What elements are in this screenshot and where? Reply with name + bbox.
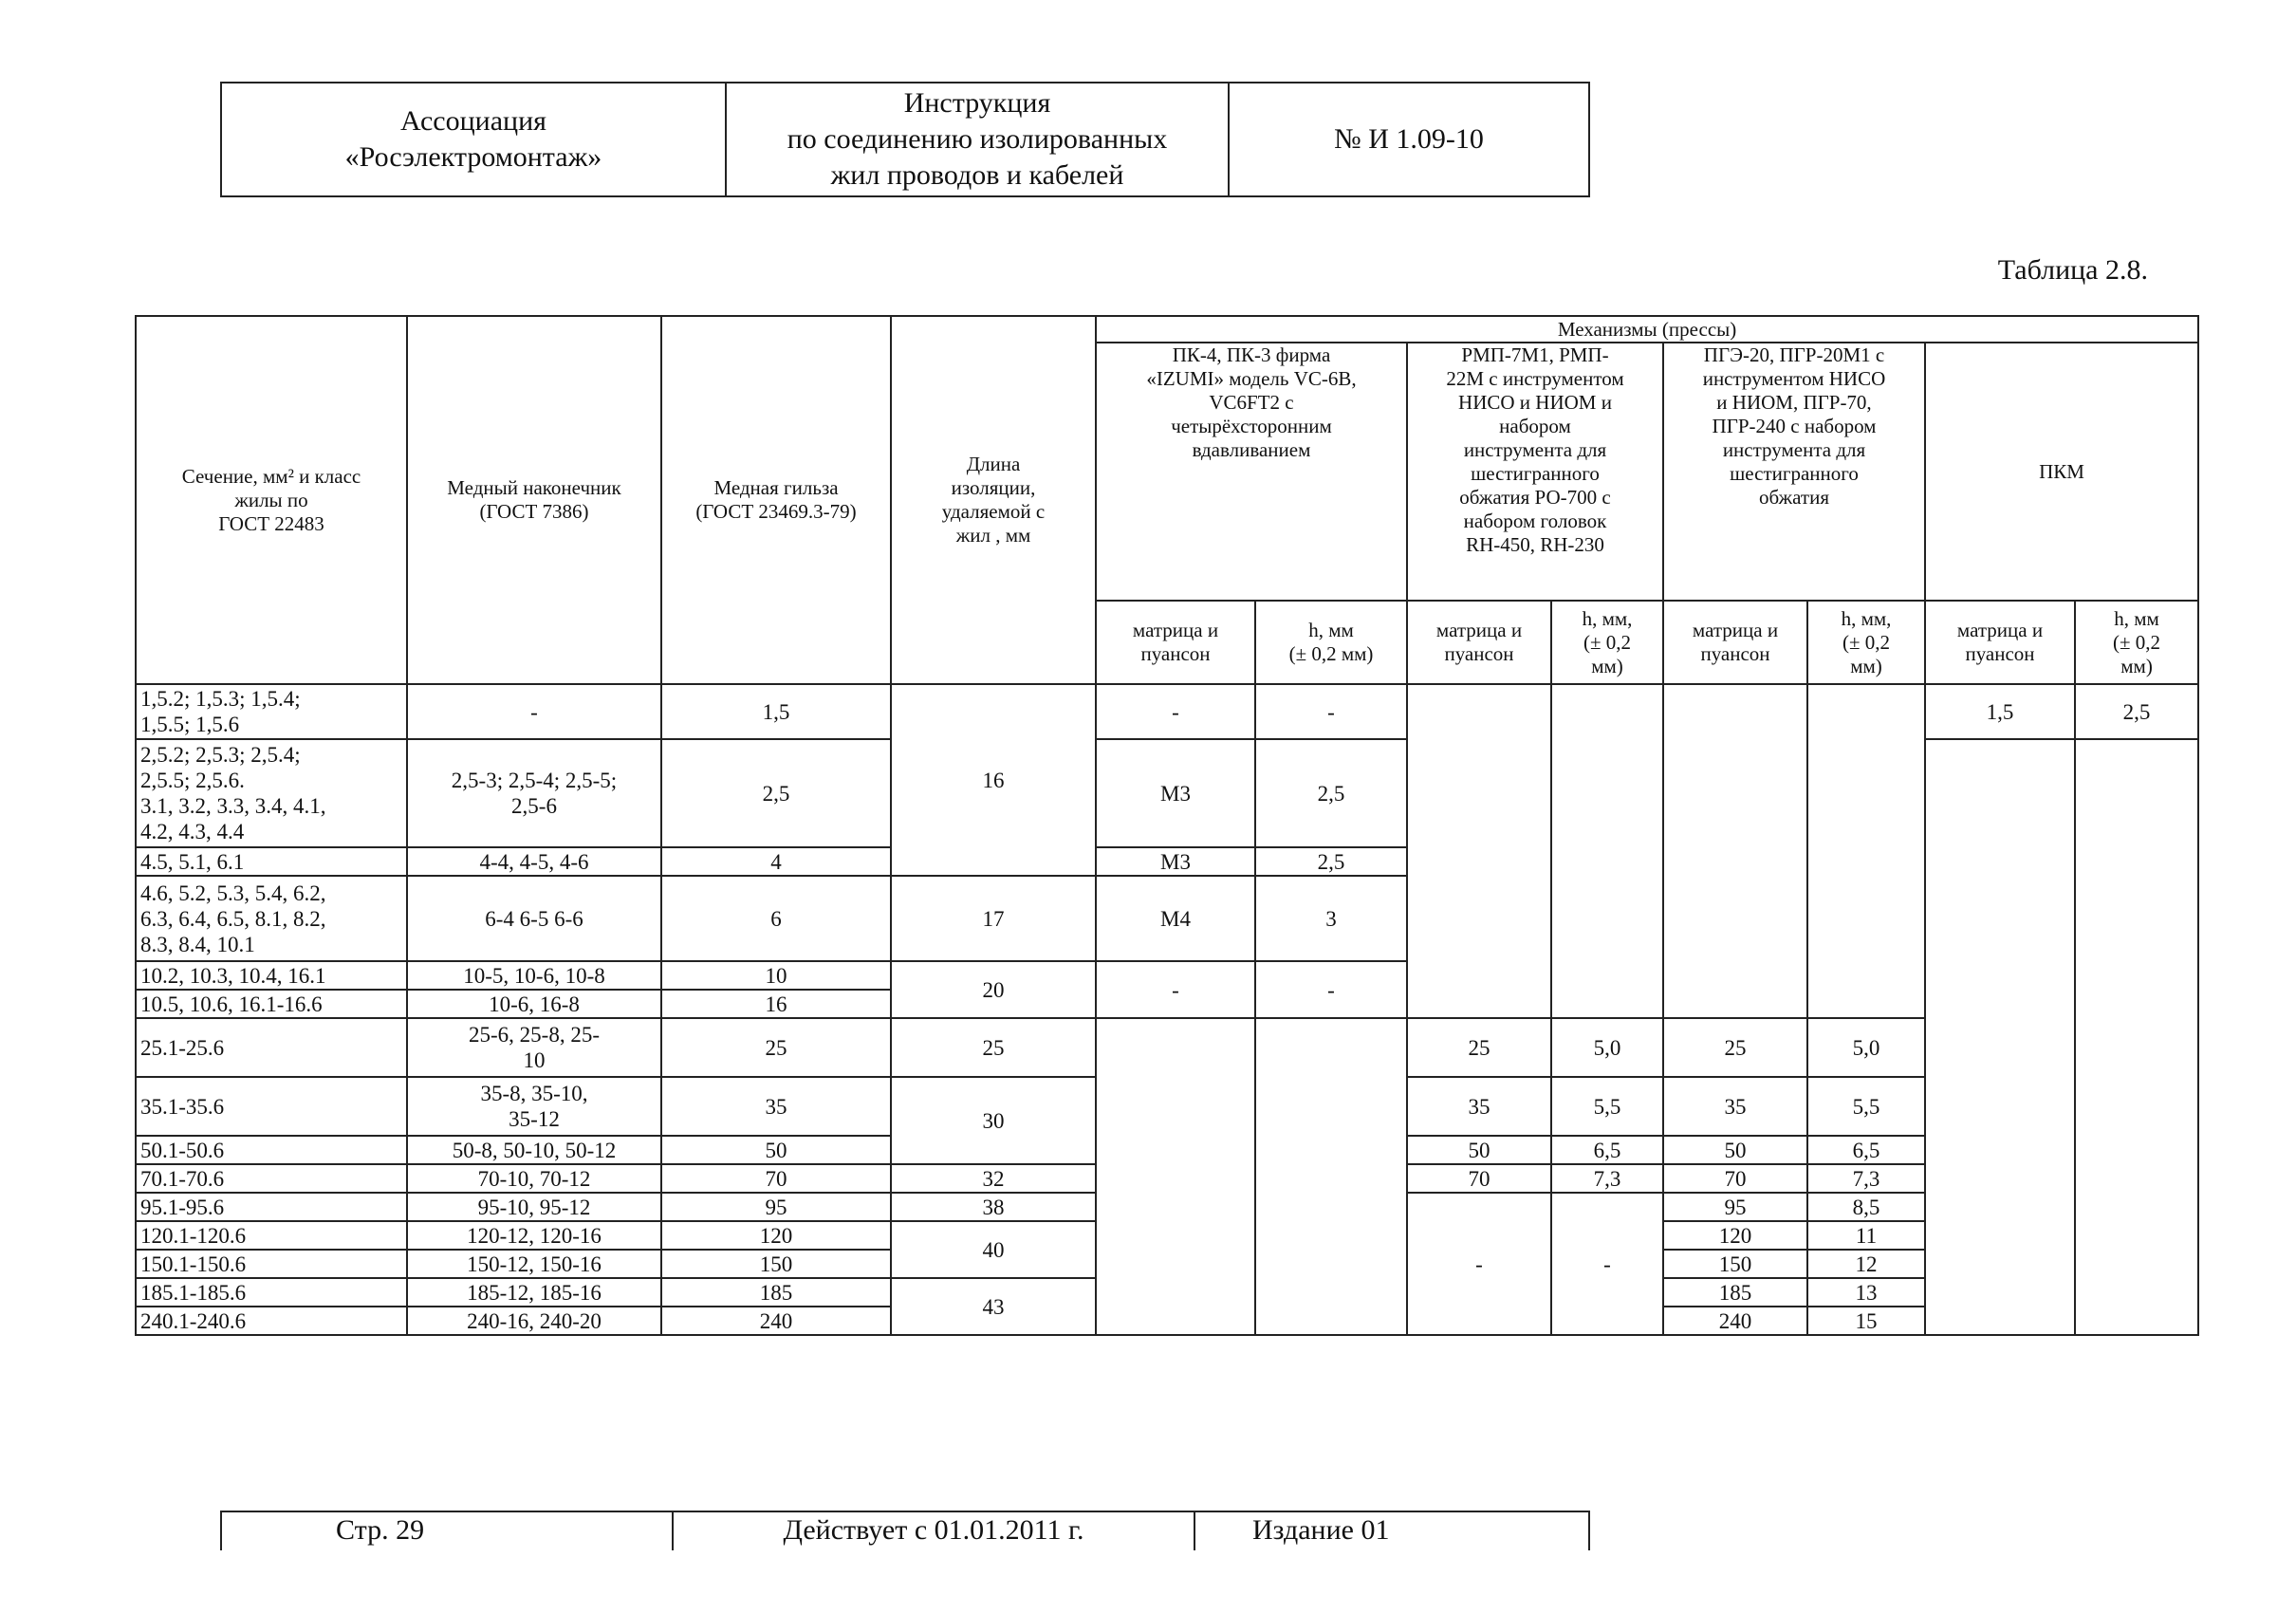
cell-strip: 40 — [891, 1221, 1096, 1278]
cell-m2-h: - — [1551, 1193, 1663, 1335]
header-mech-pkm: ПКМ — [1925, 343, 2198, 601]
cell-m3-die: 185 — [1663, 1278, 1807, 1307]
cell-m1-die: М3 — [1096, 847, 1255, 876]
cell-sleeve: 70 — [661, 1164, 891, 1193]
cell-strip: 16 — [891, 684, 1096, 876]
cell-lug: 10-6, 16-8 — [407, 990, 661, 1018]
cell-m3-die: 25 — [1663, 1018, 1807, 1077]
cell-m3-die: 35 — [1663, 1077, 1807, 1136]
cell-m2-die: 70 — [1407, 1164, 1551, 1193]
cell-m2-die: - — [1407, 1193, 1551, 1335]
cell-lug: 240-16, 240-20 — [407, 1307, 661, 1335]
cell-m4-h-empty — [2075, 739, 2198, 1335]
cell-m1-die: М3 — [1096, 739, 1255, 847]
cell-m1-h-empty — [1255, 1018, 1407, 1335]
cell-m2-die: 25 — [1407, 1018, 1551, 1077]
cell-m3-h: 8,5 — [1807, 1193, 1925, 1221]
cell-m2-h: 5,0 — [1551, 1018, 1663, 1077]
header-mech-izumi: ПК-4, ПК-3 фирма «IZUMI» модель VC-6B, VC6FT2 с четырёхсторонним вдавливанием — [1096, 343, 1407, 601]
cell-lug: 35-8, 35-10, 35-12 — [407, 1077, 661, 1136]
cell-section: 35.1-35.6 — [136, 1077, 407, 1136]
header-strip-length: Длина изоляции, удаляемой с жил , мм — [891, 316, 1096, 684]
cell-sleeve: 50 — [661, 1136, 891, 1164]
cell-m1-die: - — [1096, 684, 1255, 739]
cell-sleeve: 1,5 — [661, 684, 891, 739]
cell-m3-h-empty — [1807, 684, 1925, 1018]
cell-section: 10.5, 10.6, 16.1-16.6 — [136, 990, 407, 1018]
cell-sleeve: 16 — [661, 990, 891, 1018]
cell-m1-die: М4 — [1096, 876, 1255, 961]
cell-section: 50.1-50.6 — [136, 1136, 407, 1164]
header-sleeve: Медная гильза (ГОСТ 23469.3-79) — [661, 316, 891, 684]
cell-m3-die: 150 — [1663, 1250, 1807, 1278]
cell-lug: 4-4, 4-5, 4-6 — [407, 847, 661, 876]
cell-section: 120.1-120.6 — [136, 1221, 407, 1250]
cell-section: 70.1-70.6 — [136, 1164, 407, 1193]
cell-m3-h: 11 — [1807, 1221, 1925, 1250]
table-row — [136, 1018, 2198, 1077]
cell-strip: 25 — [891, 1018, 1096, 1077]
header-mech-rmp: РМП-7М1, РМП- 22М с инструментом НИСО и НИОМ и набором инструмента для шестигранного обжатия РО-700 с набором головок RH-450, RH-230 — [1407, 343, 1663, 601]
cell-lug: 50-8, 50-10, 50-12 — [407, 1136, 661, 1164]
cell-m2-h: 7,3 — [1551, 1164, 1663, 1193]
cell-m3-h: 6,5 — [1807, 1136, 1925, 1164]
cell-lug: 10-5, 10-6, 10-8 — [407, 961, 661, 990]
cell-lug: 70-10, 70-12 — [407, 1164, 661, 1193]
cell-section: 2,5.2; 2,5.3; 2,5.4; 2,5.5; 2,5.6. 3.1, 3.2, 3.3, 3.4, 4.1, 4.2, 4.3, 4.4 — [136, 739, 407, 847]
header-section: Сечение, мм² и класс жилы по ГОСТ 22483 — [136, 316, 407, 684]
cell-sleeve: 2,5 — [661, 739, 891, 847]
subheader-die: матрица и пуансон — [1407, 601, 1551, 684]
cell-sleeve: 95 — [661, 1193, 891, 1221]
document-header — [220, 82, 1590, 197]
cell-sleeve: 240 — [661, 1307, 891, 1335]
cell-section: 4.6, 5.2, 5.3, 5.4, 6.2, 6.3, 6.4, 6.5, 8.1, 8.2, 8.3, 8.4, 10.1 — [136, 876, 407, 961]
cell-m1-die: - — [1096, 961, 1255, 1018]
cell-section: 10.2, 10.3, 10.4, 16.1 — [136, 961, 407, 990]
cell-m2-die-empty — [1407, 684, 1551, 1018]
page-number: Стр. 29 — [220, 1512, 672, 1550]
cell-section: 1,5.2; 1,5.3; 1,5.4; 1,5.5; 1,5.6 — [136, 684, 407, 739]
cell-m1-h: - — [1255, 684, 1407, 739]
subheader-h: h, мм, (± 0,2 мм) — [1807, 601, 1925, 684]
cell-strip: 30 — [891, 1077, 1096, 1164]
cell-m1-h: 3 — [1255, 876, 1407, 961]
cell-m2-h: 6,5 — [1551, 1136, 1663, 1164]
subheader-h: h, мм (± 0,2 мм) — [2075, 601, 2198, 684]
cell-section: 185.1-185.6 — [136, 1278, 407, 1307]
valid-from: Действует с 01.01.2011 г. — [672, 1512, 1194, 1550]
cell-m3-h: 5,5 — [1807, 1077, 1925, 1136]
cell-section: 25.1-25.6 — [136, 1018, 407, 1077]
header-mech-pge: ПГЭ-20, ПГР-20М1 с инструментом НИСО и НИОМ, ПГР-70, ПГР-240 с набором инструмента для шестигранного обжатия — [1663, 343, 1925, 601]
cell-lug: 6-4 6-5 6-6 — [407, 876, 661, 961]
cell-m3-die: 240 — [1663, 1307, 1807, 1335]
cell-sleeve: 4 — [661, 847, 891, 876]
document-number: № И 1.09-10 — [1228, 83, 1588, 195]
cell-m3-die: 70 — [1663, 1164, 1807, 1193]
cell-sleeve: 120 — [661, 1221, 891, 1250]
crimping-table — [135, 315, 2199, 1336]
cell-m1-die-empty — [1096, 1018, 1255, 1335]
cell-sleeve: 25 — [661, 1018, 891, 1077]
cell-m3-h: 5,0 — [1807, 1018, 1925, 1077]
cell-strip: 17 — [891, 876, 1096, 961]
header-lug: Медный наконечник (ГОСТ 7386) — [407, 316, 661, 684]
cell-section: 150.1-150.6 — [136, 1250, 407, 1278]
cell-m1-h: 2,5 — [1255, 739, 1407, 847]
subheader-die: матрица и пуансон — [1925, 601, 2075, 684]
cell-m4-h: 2,5 — [2075, 684, 2198, 739]
cell-section: 95.1-95.6 — [136, 1193, 407, 1221]
organization-name: Ассоциация «Росэлектромонтаж» — [344, 105, 602, 173]
cell-m3-h: 13 — [1807, 1278, 1925, 1307]
cell-sleeve: 150 — [661, 1250, 891, 1278]
document-title: Инструкция по соединению изолированных жил проводов и кабелей — [725, 83, 1228, 195]
cell-lug: 25-6, 25-8, 25- 10 — [407, 1018, 661, 1077]
document-footer — [220, 1511, 1590, 1550]
cell-m4-die: 1,5 — [1925, 684, 2075, 739]
header-mechanisms: Механизмы (прессы) — [1096, 316, 2198, 343]
cell-section: 4.5, 5.1, 6.1 — [136, 847, 407, 876]
cell-m3-die: 95 — [1663, 1193, 1807, 1221]
cell-section: 240.1-240.6 — [136, 1307, 407, 1335]
cell-lug: 150-12, 150-16 — [407, 1250, 661, 1278]
cell-m4-die-empty — [1925, 739, 2075, 1335]
cell-m2-die: 35 — [1407, 1077, 1551, 1136]
cell-sleeve: 35 — [661, 1077, 891, 1136]
cell-strip: 38 — [891, 1193, 1096, 1221]
edition: Издание 01 — [1194, 1512, 1590, 1550]
subheader-die: матрица и пуансон — [1096, 601, 1255, 684]
subheader-h: h, мм (± 0,2 мм) — [1255, 601, 1407, 684]
cell-m3-h: 12 — [1807, 1250, 1925, 1278]
cell-m2-h-empty — [1551, 684, 1663, 1018]
cell-sleeve: 185 — [661, 1278, 891, 1307]
cell-lug: 185-12, 185-16 — [407, 1278, 661, 1307]
cell-m3-h: 15 — [1807, 1307, 1925, 1335]
cell-strip: 20 — [891, 961, 1096, 1018]
cell-m1-h: 2,5 — [1255, 847, 1407, 876]
cell-lug: - — [407, 684, 661, 739]
table-caption: Таблица 2.8. — [1997, 254, 2148, 286]
cell-m3-die-empty — [1663, 684, 1807, 1018]
cell-lug: 120-12, 120-16 — [407, 1221, 661, 1250]
cell-m3-h: 7,3 — [1807, 1164, 1925, 1193]
cell-sleeve: 10 — [661, 961, 891, 990]
cell-strip: 43 — [891, 1278, 1096, 1335]
cell-m2-die: 50 — [1407, 1136, 1551, 1164]
cell-sleeve: 6 — [661, 876, 891, 961]
cell-m1-h: - — [1255, 961, 1407, 1018]
cell-lug: 95-10, 95-12 — [407, 1193, 661, 1221]
subheader-die: матрица и пуансон — [1663, 601, 1807, 684]
table-row — [136, 684, 2198, 739]
cell-m3-die: 50 — [1663, 1136, 1807, 1164]
subheader-h: h, мм, (± 0,2 мм) — [1551, 601, 1663, 684]
cell-m2-h: 5,5 — [1551, 1077, 1663, 1136]
cell-strip: 32 — [891, 1164, 1096, 1193]
cell-m3-die: 120 — [1663, 1221, 1807, 1250]
table-container — [135, 315, 2199, 1336]
cell-lug: 2,5-3; 2,5-4; 2,5-5; 2,5-6 — [407, 739, 661, 847]
